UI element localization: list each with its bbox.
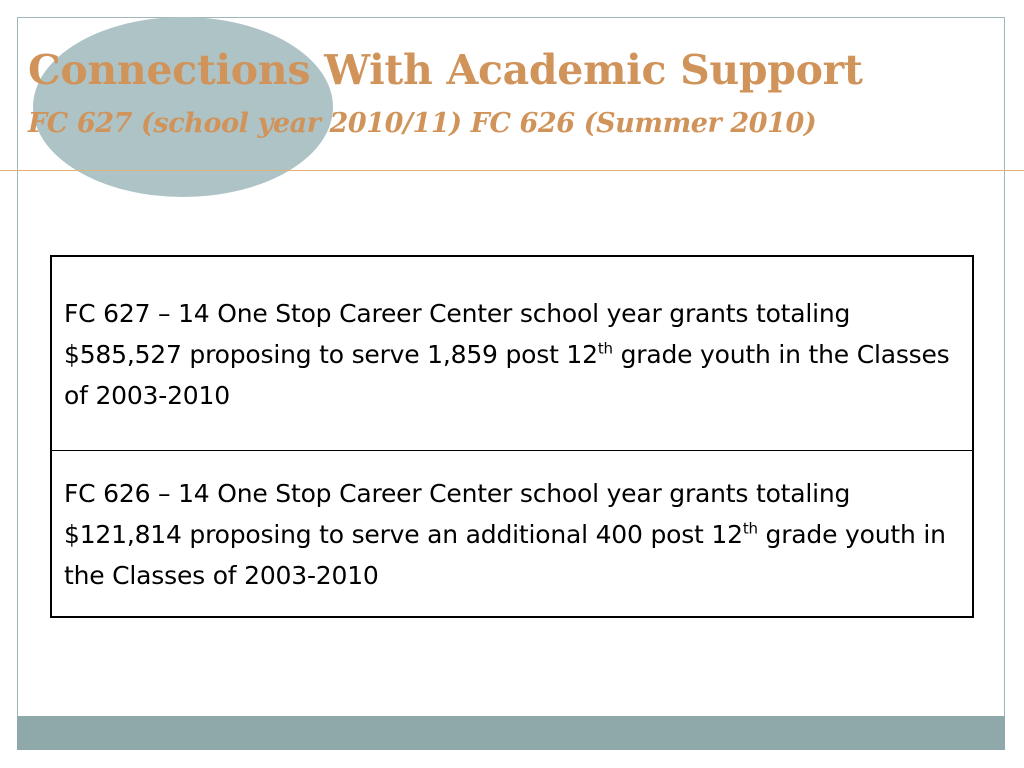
cell-text: grade youth in the Classes of 2003-2010 xyxy=(64,520,946,590)
slide-subtitle: FC 627 (school year 2010/11) FC 626 (Summer 2010) xyxy=(28,108,817,139)
cell-superscript: th xyxy=(742,519,758,538)
table-row xyxy=(51,256,973,451)
cell-text: FC 626 – 14 One Stop Career Center school year grants totaling $121,814 proposing to serve an additional 400 post 12 xyxy=(64,479,851,549)
footer-bar xyxy=(17,716,1005,750)
cell-text: grade youth in the Classes of 2003-2010 xyxy=(64,340,950,410)
slide-title: Connections With Academic Support xyxy=(28,46,863,94)
cell-text: FC 627 – 14 One Stop Career Center school year grants totaling $585,527 proposing to serve 1,859 post 12 xyxy=(64,299,851,369)
cell-superscript: th xyxy=(597,339,613,358)
grants-table xyxy=(50,255,974,618)
table-cell-fc627 xyxy=(51,256,973,451)
table-row xyxy=(51,451,973,618)
table-cell-fc626 xyxy=(51,451,973,618)
title-divider xyxy=(0,170,1024,171)
